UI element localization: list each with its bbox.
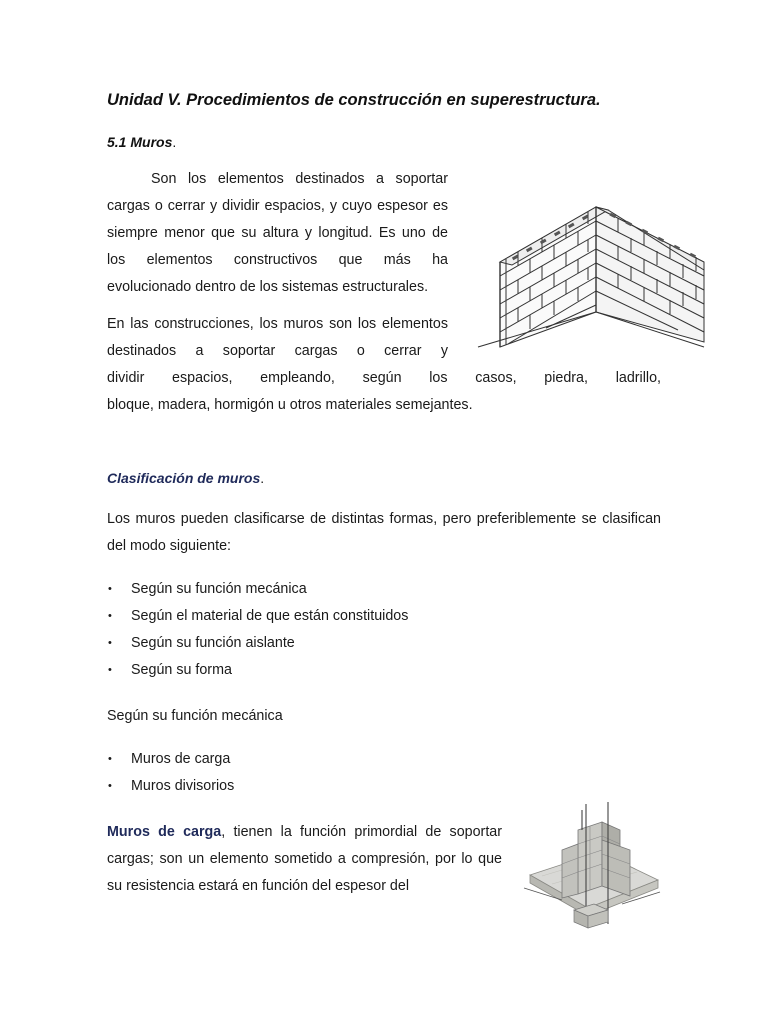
bullet-icon: • [108, 753, 112, 765]
list-item [107, 576, 408, 603]
bullet-icon: • [108, 664, 112, 676]
muros-construction-paragraph-top [107, 311, 448, 365]
masonry-wall-illustration [468, 152, 708, 352]
muros-construction-line-1: En las construcciones, los muros son los [107, 316, 377, 332]
list-item [107, 630, 408, 657]
section-heading-clasificacion-period: . [260, 470, 265, 486]
muros-construction-line-4: bloque, madera, hormigón u otros materiales semejantes. [107, 397, 473, 413]
mecanica-subheading: Según su función mecánica [107, 708, 283, 724]
list-item-text: Muros de carga [131, 751, 231, 767]
muros-construction-line-2: elementos destinados a soportar cargas o cerrar y [107, 316, 448, 359]
list-item-text: Según su función aislante [131, 635, 295, 651]
muros-de-carga-paragraph [107, 819, 502, 900]
bullet-icon: • [108, 583, 112, 595]
list-item-text: Según su forma [131, 662, 232, 678]
list-item [107, 657, 408, 684]
muros-de-carga-text: , tienen la función primordial de soportar cargas; son un elemento sometido a compresión, por lo que su resistencia estará en función del espesor del [107, 824, 503, 894]
bullet-icon: • [108, 780, 112, 792]
clasificacion-list [107, 576, 408, 684]
list-item [107, 603, 408, 630]
section-heading-muros-period: . [172, 134, 177, 150]
list-item [107, 746, 234, 773]
list-item-text: Según su función mecánica [131, 581, 307, 597]
section-heading-muros [107, 134, 176, 150]
mecanica-list [107, 746, 234, 800]
muros-definition-paragraph: Son los elementos destinados a soportar cargas o cerrar y dividir espacios, y cuyo espesor es siempre menor que su altura y longitud. Es uno de los elementos constructivos que más ha evolucionado dentro de los sistemas estructurales. [107, 171, 448, 295]
load-bearing-wall-illustration [522, 800, 662, 930]
list-item-text: Según el material de que están constituidos [131, 608, 409, 624]
section-heading-clasificacion-text: Clasificación de muros [107, 470, 261, 486]
muros-construction-line-3: dividir espacios, empleando, según los casos, piedra, ladrillo, [107, 370, 661, 386]
bullet-icon: • [108, 637, 112, 649]
list-item [107, 773, 234, 800]
section-heading-clasificacion [107, 470, 264, 486]
muros-construction-paragraph-bottom [107, 365, 661, 419]
list-item-text: Muros divisorios [131, 778, 235, 794]
section-heading-muros-text: 5.1 Muros [107, 134, 173, 150]
muros-de-carga-term: Muros de carga [107, 824, 222, 840]
clasificacion-intro-paragraph: Los muros pueden clasificarse de distintas formas, pero preferiblemente se clasifican del modo siguiente: [107, 511, 661, 554]
page-title: Unidad V. Procedimientos de construcción en superestructura. [107, 91, 601, 109]
bullet-icon: • [108, 610, 112, 622]
